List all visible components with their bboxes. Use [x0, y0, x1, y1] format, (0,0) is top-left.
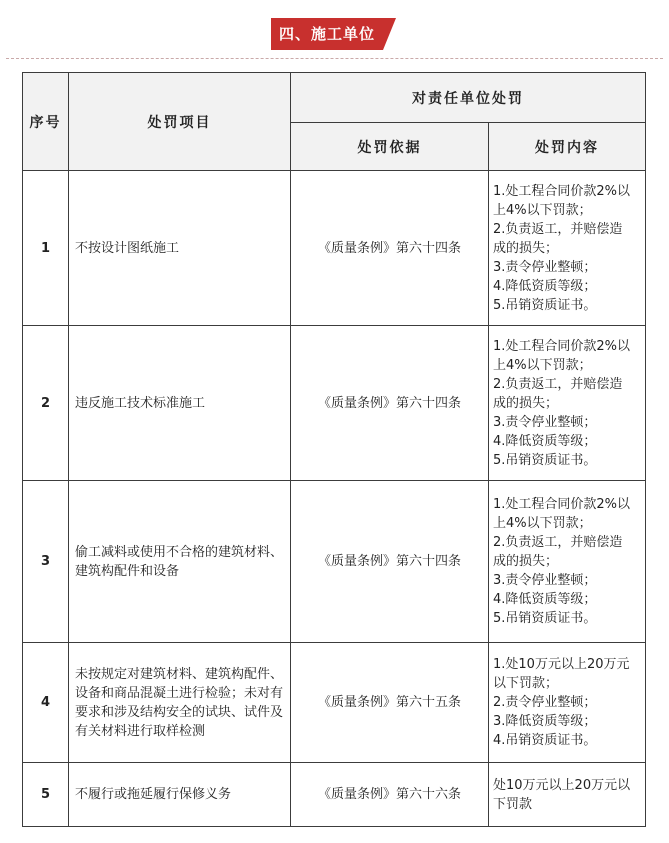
row-basis: 《质量条例》第六十六条	[291, 763, 489, 827]
row-item: 偷工减料或使用不合格的建筑材料、建筑构配件和设备	[69, 481, 291, 643]
content-line: 4.吊销资质证书。	[493, 733, 597, 748]
table-row	[23, 763, 646, 827]
penalty-table	[22, 72, 646, 827]
row-content	[489, 643, 646, 763]
header-group: 对责任单位处罚	[291, 73, 646, 123]
table-row	[23, 643, 646, 763]
content-line: 3.降低资质等级；	[493, 714, 597, 729]
section-banner	[0, 14, 669, 54]
content-line: 下罚款	[493, 796, 533, 812]
row-seq: 5	[23, 763, 69, 827]
content-line: 3.责令停业整顿；	[493, 414, 597, 430]
row-content	[489, 481, 646, 643]
header-seq: 序号	[23, 73, 69, 171]
row-seq: 1	[23, 171, 69, 326]
content-line: 上4%以下罚款；	[493, 202, 592, 218]
content-line: 以下罚款；	[493, 676, 559, 691]
row-basis: 《质量条例》第六十四条	[291, 481, 489, 643]
table-row	[23, 171, 646, 326]
row-seq: 4	[23, 643, 69, 763]
row-seq: 2	[23, 326, 69, 481]
header-item: 处罚项目	[69, 73, 291, 171]
row-seq: 3	[23, 481, 69, 643]
content-line: 4.降低资质等级；	[493, 592, 597, 607]
section-title-badge	[271, 18, 396, 50]
content-line: 1.处工程合同价款2%以	[493, 497, 631, 512]
dotted-divider	[6, 58, 663, 59]
content-line: 成的损失；	[493, 240, 559, 256]
content-line: 4.降低资质等级；	[493, 278, 597, 294]
row-basis: 《质量条例》第六十四条	[291, 326, 489, 481]
content-line: 1.处10万元以上20万元	[493, 657, 630, 672]
content-line: 2.负责返工，并赔偿造	[493, 535, 623, 550]
table-row	[23, 481, 646, 643]
content-line: 5.吊销资质证书。	[493, 452, 597, 468]
content-line: 处10万元以上20万元以	[493, 777, 631, 793]
header-content: 处罚内容	[489, 123, 646, 171]
row-item: 违反施工技术标准施工	[69, 326, 291, 481]
content-line: 2.负责返工，并赔偿造	[493, 221, 623, 237]
content-line: 4.降低资质等级；	[493, 433, 597, 449]
header-basis: 处罚依据	[291, 123, 489, 171]
content-line: 1.处工程合同价款2%以	[493, 183, 631, 199]
section-title: 四、施工单位	[278, 25, 375, 43]
row-item: 不按设计图纸施工	[69, 171, 291, 326]
content-line: 成的损失；	[493, 554, 559, 569]
content-line: 3.责令停业整顿；	[493, 573, 597, 588]
content-line: 5.吊销资质证书。	[493, 611, 597, 626]
row-item: 未按规定对建筑材料、建筑构配件、设备和商品混凝土进行检验；未对有要求和涉及结构安全的试块、试件及有关材料进行取样检测	[69, 643, 291, 763]
row-content	[489, 171, 646, 326]
row-item: 不履行或拖延履行保修义务	[69, 763, 291, 827]
content-line: 上4%以下罚款；	[493, 516, 592, 531]
row-basis: 《质量条例》第六十五条	[291, 643, 489, 763]
table-row	[23, 326, 646, 481]
content-line: 2.责令停业整顿；	[493, 695, 597, 710]
row-basis: 《质量条例》第六十四条	[291, 171, 489, 326]
row-content	[489, 326, 646, 481]
content-line: 2.负责返工，并赔偿造	[493, 376, 623, 392]
content-line: 3.责令停业整顿；	[493, 259, 597, 275]
content-line: 成的损失；	[493, 395, 559, 411]
content-line: 1.处工程合同价款2%以	[493, 338, 631, 354]
content-line: 5.吊销资质证书。	[493, 297, 597, 313]
content-line: 上4%以下罚款；	[493, 357, 592, 373]
row-content	[489, 763, 646, 827]
